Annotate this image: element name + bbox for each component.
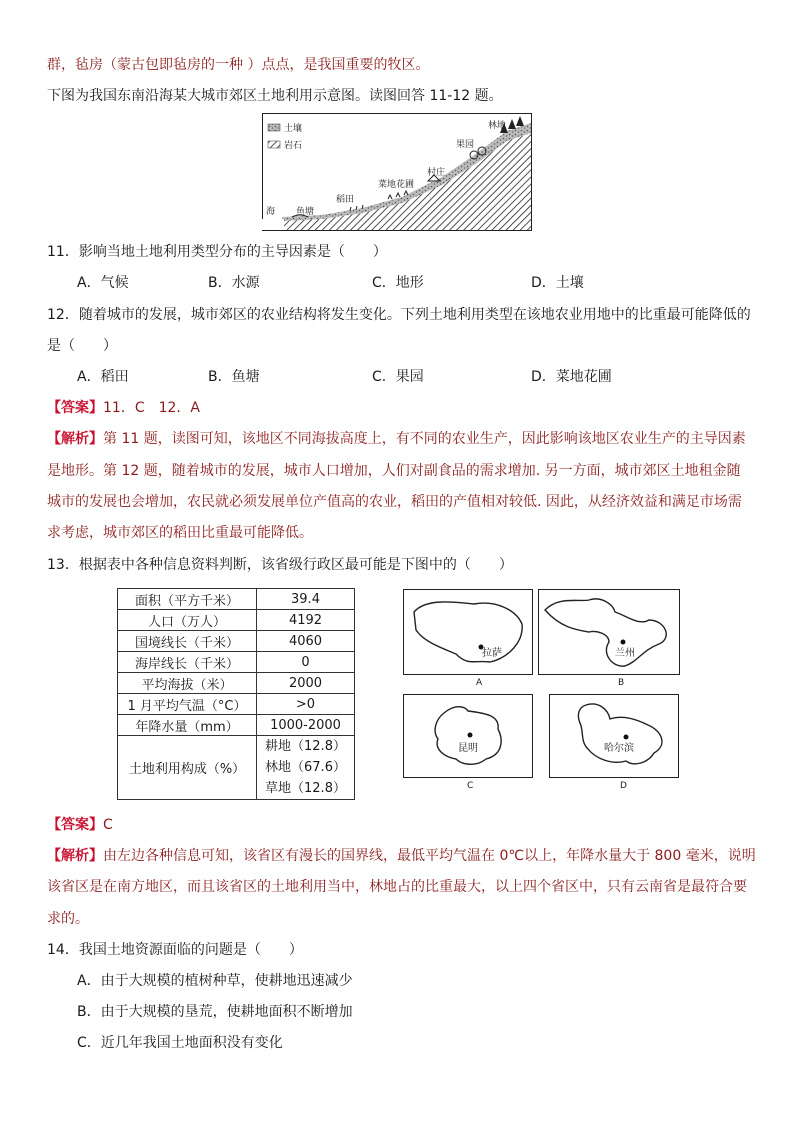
explanation-tag: 【解析】 (47, 431, 103, 447)
table-key: 1 月平均气温（°C） (118, 694, 257, 715)
label-village: 村庄 (427, 168, 446, 178)
map-c-outline (404, 695, 532, 777)
explanation-tag: 【解析】 (47, 848, 103, 864)
map-c-city: 昆明 (458, 743, 478, 754)
explanation-13-c: 求的。 (47, 911, 89, 927)
table-value: >0 (257, 694, 355, 715)
map-d-city: 哈尔滨 (604, 743, 634, 754)
label-orchard: 果园 (456, 140, 475, 150)
table-value: 4192 (257, 610, 355, 631)
explanation-text: 第 11 题，读图可知，该地区不同海拔高度上，有不同的农业生产，因此影响该地区农业生产的主导因素 (103, 431, 746, 447)
province-info-table (117, 588, 355, 800)
map-d (549, 694, 679, 778)
explanation-text: 由左边各种信息可知，该省区有漫长的国界线，最低平均气温在 0℃以上，年降水量大于 800 毫米，说明 (103, 848, 756, 864)
label-forest: 林地 (488, 121, 507, 131)
table-value: 2000 (257, 673, 355, 694)
land-forest: 林地（67.6） (265, 760, 346, 775)
q11-option-d: D．土壤 (531, 275, 584, 291)
answer-text: 11．C 12．A (103, 400, 200, 416)
map-b-city: 兰州 (615, 648, 635, 659)
map-a-outline (404, 590, 532, 674)
q11-option-c: C．地形 (372, 275, 424, 291)
map-a-letter: A (476, 678, 483, 688)
table-value: 4060 (257, 631, 355, 652)
label-fishpond: 鱼塘 (296, 207, 315, 217)
label-paddy: 稻田 (336, 195, 355, 205)
q11-option-b: B．水源 (208, 275, 260, 291)
label-sea: 海 (266, 207, 276, 217)
q14-option-a: A．由于大规模的植树种草，使耕地迅速减少 (77, 973, 353, 989)
legend-rock-label: 岩石 (284, 141, 303, 151)
question-11: 11．影响当地土地利用类型分布的主导因素是（ ） (47, 244, 387, 260)
table-key: 面积（平方千米） (118, 589, 257, 610)
answer-tag: 【答案】 (47, 400, 103, 416)
land-use-values (257, 736, 355, 800)
land-grass: 草地（12.8） (265, 781, 346, 796)
question-12-line2: 是（ ） (47, 338, 117, 354)
table-row (118, 589, 355, 610)
table-row (118, 694, 355, 715)
map-a (403, 589, 533, 675)
table-row (118, 715, 355, 736)
map-c-letter: C (467, 781, 474, 791)
answer-13 (47, 815, 113, 835)
table-row (118, 673, 355, 694)
answer-tag: 【答案】 (47, 817, 103, 833)
explanation-11-12-d: 求考虑，城市郊区的稻田比重最可能降低。 (47, 525, 313, 541)
map-c (403, 694, 533, 778)
question-14: 14．我国土地资源面临的问题是（ ） (47, 942, 303, 958)
map-b (538, 589, 680, 675)
table-row (118, 652, 355, 673)
explanation-13-b: 该省区是在南方地区，而且该省区的土地利用当中，林地占的比重最大，以上四个省区中，只有云南省是最符合要 (47, 879, 747, 895)
q14-option-c: C．近几年我国土地面积没有变化 (77, 1035, 283, 1051)
table-key: 年降水量（mm） (118, 715, 257, 736)
q11-option-a: A．气候 (77, 275, 129, 291)
table-row (118, 631, 355, 652)
map-b-letter: B (618, 678, 625, 688)
table-key: 平均海拔（米） (118, 673, 257, 694)
explanation-11-12-c: 城市的发展也会增加，农民就必须发展单位产值高的农业，稻田的产值相对较低. 因此，从经济效益和满足市场需 (47, 494, 742, 510)
map-d-outline (550, 695, 678, 777)
table-value: 0 (257, 652, 355, 673)
answer-text: C (103, 817, 113, 833)
table-key: 国境线长（千米） (118, 631, 257, 652)
legend-soil-label: 土壤 (284, 124, 303, 134)
label-vegetable: 菜地花圃 (378, 180, 415, 190)
q12-option-d: D．菜地花圃 (531, 369, 612, 385)
explanation-11-12-a (47, 429, 746, 449)
question-13: 13．根据表中各种信息资料判断，该省级行政区最可能是下图中的（ ） (47, 557, 513, 573)
q12-option-a: A．稻田 (77, 369, 129, 385)
question-12-line1: 12．随着城市的发展，城市郊区的农业结构将发生变化。下列土地利用类型在该地农业用地中的比重最可能降低的 (47, 307, 751, 323)
table-key: 海岸线长（千米） (118, 652, 257, 673)
diagram-intro: 下图为我国东南沿海某大城市郊区土地利用示意图。读图回答 11-12 题。 (47, 88, 503, 104)
q14-option-b: B．由于大规模的垦荒，使耕地面积不断增加 (77, 1004, 353, 1020)
table-row (118, 610, 355, 631)
explanation-13-a (47, 846, 756, 866)
map-d-letter: D (620, 781, 627, 791)
table-row (118, 736, 355, 800)
q12-option-b: B．鱼塘 (208, 369, 260, 385)
continuation-line: 群，毡房（蒙古包即毡房的一种 ）点点，是我国重要的牧区。 (47, 57, 430, 73)
map-b-outline (539, 590, 679, 674)
land-cropland: 耕地（12.8） (265, 739, 346, 754)
q12-option-c: C．果园 (372, 369, 424, 385)
map-a-city: 拉萨 (482, 648, 502, 659)
answer-11-12 (47, 398, 200, 418)
table-value: 1000-2000 (257, 715, 355, 736)
table-key: 土地利用构成（%） (118, 736, 257, 800)
table-key: 人口（万人） (118, 610, 257, 631)
explanation-11-12-b: 是地形。第 12 题，随着城市的发展，城市人口增加，人们对副食品的需求增加. 另一方面，城市郊区土地租金随 (47, 463, 741, 479)
table-value: 39.4 (257, 589, 355, 610)
